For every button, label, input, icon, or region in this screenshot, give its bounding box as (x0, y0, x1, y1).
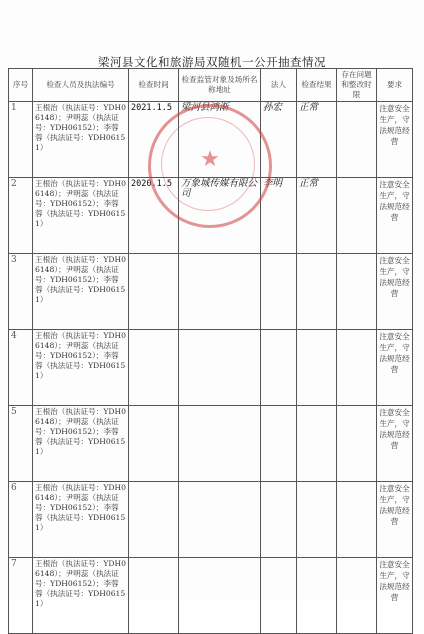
target-cell (179, 558, 261, 634)
table-row (9, 482, 413, 558)
header-cell: 序号 (9, 69, 33, 102)
row-number: 5 (9, 406, 33, 482)
row-number: 4 (9, 330, 33, 406)
header-cell: 要求 (377, 69, 413, 102)
issue-cell (337, 558, 377, 634)
legal-person-cell (261, 558, 297, 634)
result-cell (297, 330, 337, 406)
inspectors-cell: 王根治（执法证号：YDH06148）；尹明蕊（执法证号：YDH06152）；李蓉蓉（执法证号：YDH06151） (33, 406, 129, 482)
inspectors-cell: 王根治（执法证号：YDH06148）；尹明蕊（执法证号：YDH06152）；李蓉蓉（执法证号：YDH06151） (33, 558, 129, 634)
requirement-cell: 注意安全生产，守法规范经营 (377, 254, 413, 330)
header-cell: 检查人员及执法编号 (33, 69, 129, 102)
result-cell (297, 482, 337, 558)
inspection-time (129, 406, 179, 482)
legal-person-cell: 李明 (261, 178, 297, 254)
result-cell (297, 254, 337, 330)
requirement-cell: 注意安全生产，守法规范经营 (377, 406, 413, 482)
issue-cell (337, 254, 377, 330)
inspection-time: 2020.1.5 (129, 178, 179, 254)
legal-person-cell: 孙宏 (261, 102, 297, 178)
requirement-cell: 注意安全生产，守法规范经营 (377, 102, 413, 178)
table-row (9, 102, 413, 178)
seal-star-icon: ★ (200, 147, 220, 172)
inspectors-cell: 王根治（执法证号：YDH06148）；尹明蕊（执法证号：YDH06152）；李蓉蓉（执法证号：YDH06151） (33, 330, 129, 406)
target-cell: 万象城传媒有限公司 (179, 178, 261, 254)
inspectors-cell: 王根治（执法证号：YDH06148）；尹明蕊（执法证号：YDH06152）；李蓉蓉（执法证号：YDH06151） (33, 178, 129, 254)
requirement-cell: 注意安全生产，守法规范经营 (377, 558, 413, 634)
table-row (9, 178, 413, 254)
row-number: 1 (9, 102, 33, 178)
inspectors-cell: 王根治（执法证号：YDH06148）；尹明蕊（执法证号：YDH06152）；李蓉蓉（执法证号：YDH06151） (33, 482, 129, 558)
target-cell (179, 330, 261, 406)
inspectors-cell: 王根治（执法证号：YDH06148）；尹明蕊（执法证号：YDH06152）；李蓉蓉（执法证号：YDH06151） (33, 254, 129, 330)
issue-cell (337, 482, 377, 558)
issue-cell (337, 102, 377, 178)
issue-cell (337, 330, 377, 406)
result-cell: 正常 (297, 178, 337, 254)
inspection-time (129, 254, 179, 330)
row-number: 3 (9, 254, 33, 330)
legal-person-cell (261, 482, 297, 558)
legal-person-cell (261, 254, 297, 330)
issue-cell (337, 178, 377, 254)
result-cell (297, 406, 337, 482)
result-cell (297, 558, 337, 634)
inspectors-cell: 王根治（执法证号：YDH06148）；尹明蕊（执法证号：YDH06152）；李蓉蓉（执法证号：YDH06151） (33, 102, 129, 178)
target-cell (179, 254, 261, 330)
row-number: 2 (9, 178, 33, 254)
inspection-table (8, 68, 413, 634)
requirement-cell: 注意安全生产，守法规范经营 (377, 482, 413, 558)
row-number: 7 (9, 558, 33, 634)
table-row (9, 330, 413, 406)
inspection-time (129, 558, 179, 634)
document-title: 梁河县文化和旅游局双随机一公开抽查情况 (98, 55, 326, 69)
legal-person-cell (261, 406, 297, 482)
header-cell: 检查时间 (129, 69, 179, 102)
table-row (9, 558, 413, 634)
inspection-time (129, 330, 179, 406)
table-row (9, 254, 413, 330)
result-cell: 正常 (297, 102, 337, 178)
legal-person-cell (261, 330, 297, 406)
header-cell: 法人 (261, 69, 297, 102)
row-number: 6 (9, 482, 33, 558)
target-cell (179, 482, 261, 558)
table-row (9, 406, 413, 482)
inspection-time (129, 482, 179, 558)
inspection-time: 2021.1.5 (129, 102, 179, 178)
target-cell (179, 406, 261, 482)
requirement-cell: 注意安全生产，守法规范经营 (377, 330, 413, 406)
header-cell: 检查结果 (297, 69, 337, 102)
header-cell: 存在问题和整改时限 (337, 69, 377, 102)
issue-cell (337, 406, 377, 482)
table-header-row (9, 69, 413, 102)
header-cell: 检查监管对象及场所名称地址 (179, 69, 261, 102)
requirement-cell: 注意安全生产，守法规范经营 (377, 178, 413, 254)
target-cell: 梁河县鸿渐 (179, 102, 261, 178)
